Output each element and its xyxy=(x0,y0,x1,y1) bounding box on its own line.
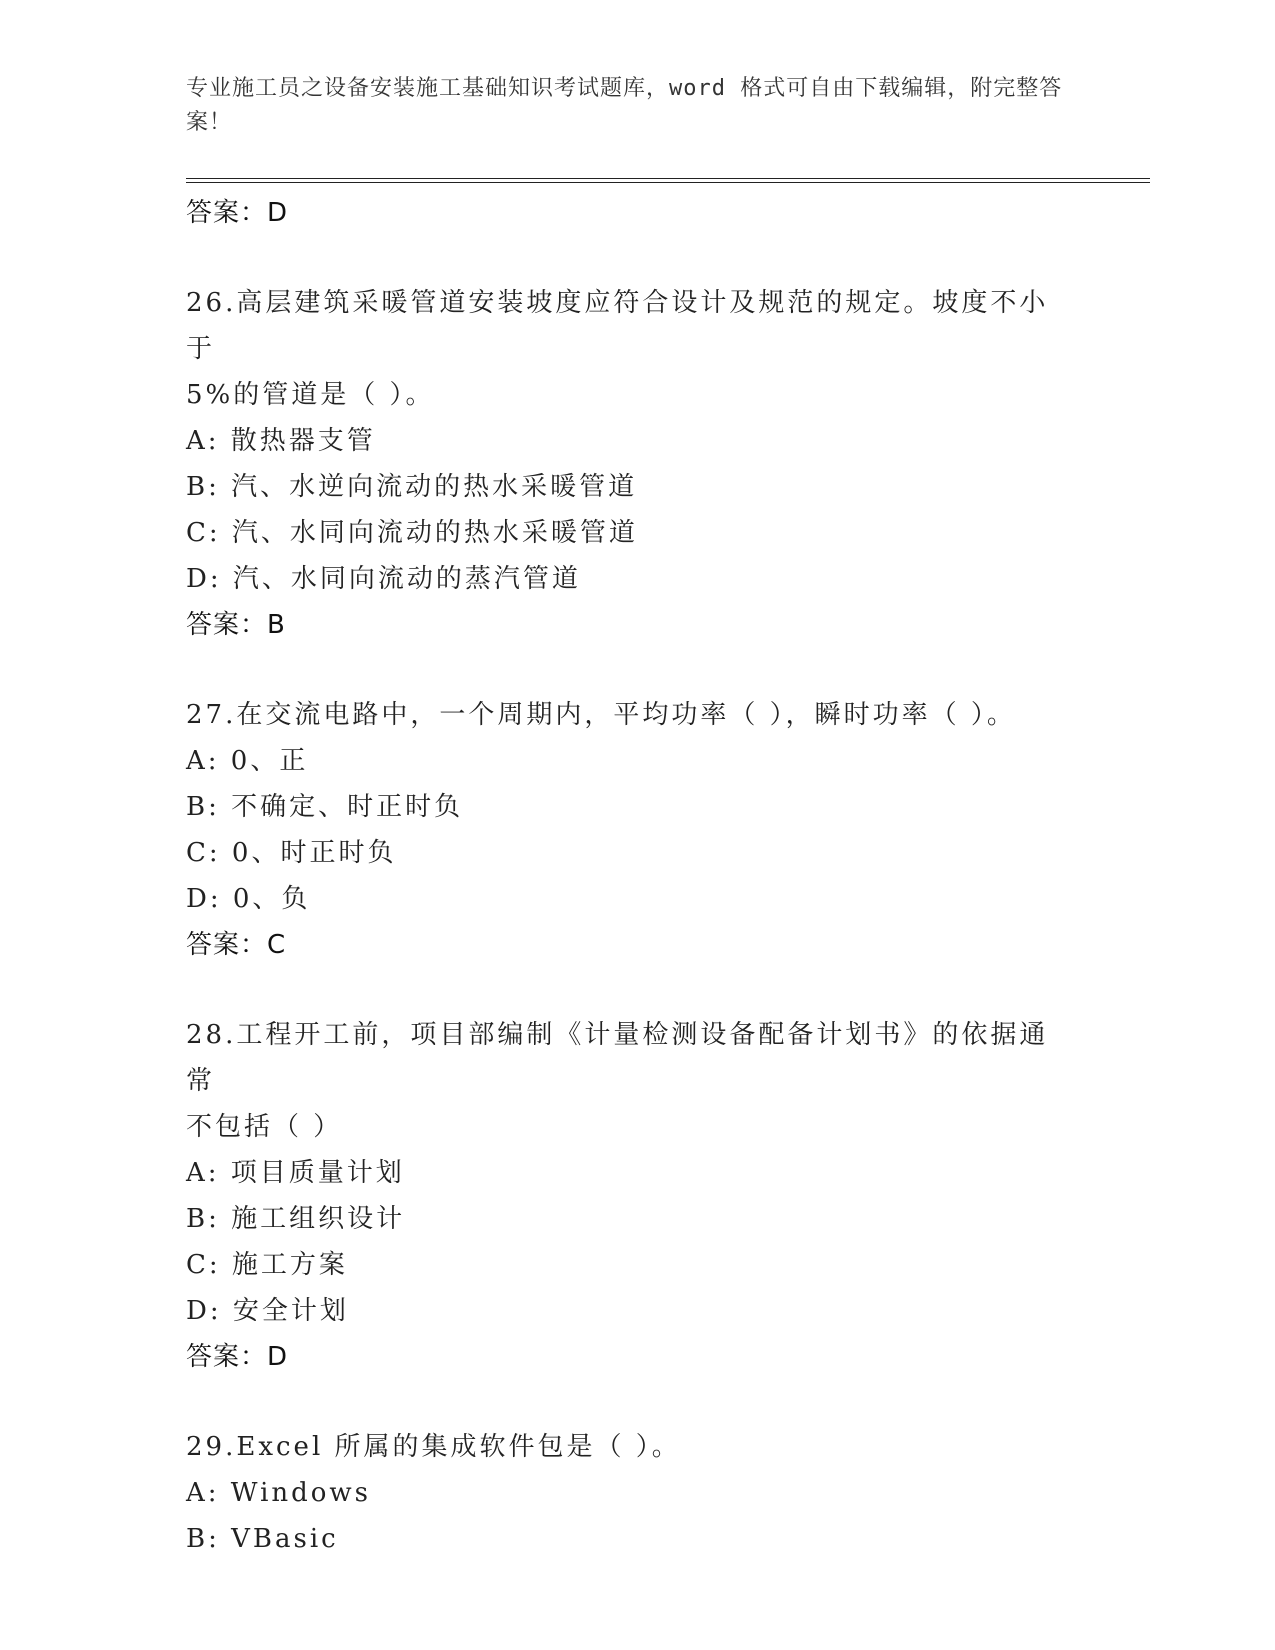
option-b: B: 汽、水逆向流动的热水采暖管道 xyxy=(186,472,638,502)
option-a: A: Windows xyxy=(186,1478,372,1508)
document-body xyxy=(186,190,1086,1562)
answer: 答案：B xyxy=(186,610,286,640)
option-a: A: 0、正 xyxy=(186,746,309,776)
question-title: 29.Excel 所属的集成软件包是（ ）。 xyxy=(186,1432,681,1462)
option-a: A: 散热器支管 xyxy=(186,426,376,456)
previous-answer: 答案：D xyxy=(186,198,289,228)
option-d: D: 汽、水同向流动的蒸汽管道 xyxy=(186,564,581,594)
header-divider-bottom xyxy=(186,182,1150,183)
answer: 答案：D xyxy=(186,1342,289,1372)
option-c: C: 汽、水同向流动的热水采暖管道 xyxy=(186,518,638,548)
answer: 答案：C xyxy=(186,930,287,960)
option-d: D: 0、负 xyxy=(186,884,311,914)
question-26 xyxy=(186,280,1086,648)
option-d: D: 安全计划 xyxy=(186,1296,349,1326)
option-a: A: 项目质量计划 xyxy=(186,1158,405,1188)
question-27 xyxy=(186,692,1086,968)
option-c: C: 0、时正时负 xyxy=(186,838,397,868)
option-b: B: 不确定、时正时负 xyxy=(186,792,464,822)
question-title-continued: 5%的管道是（ ）。 xyxy=(186,380,435,410)
document-header: 专业施工员之设备安装施工基础知识考试题库，word 格式可自由下载编辑，附完整答案！ xyxy=(186,76,1063,135)
question-title: 27.在交流电路中，一个周期内，平均功率（ ），瞬时功率（ ）。 xyxy=(186,700,1016,730)
option-b: B: VBasic xyxy=(186,1524,339,1554)
question-title: 28.工程开工前，项目部编制《计量检测设备配备计划书》的依据通常 xyxy=(186,1020,1049,1096)
question-title-continued: 不包括（ ） xyxy=(186,1112,343,1142)
question-title: 26.高层建筑采暖管道安装坡度应符合设计及规范的规定。坡度不小于 xyxy=(186,288,1049,364)
header-divider-top xyxy=(186,178,1150,179)
option-b: B: 施工组织设计 xyxy=(186,1204,406,1234)
question-29 xyxy=(186,1424,1086,1562)
option-c: C: 施工方案 xyxy=(186,1250,348,1280)
question-28 xyxy=(186,1012,1086,1380)
